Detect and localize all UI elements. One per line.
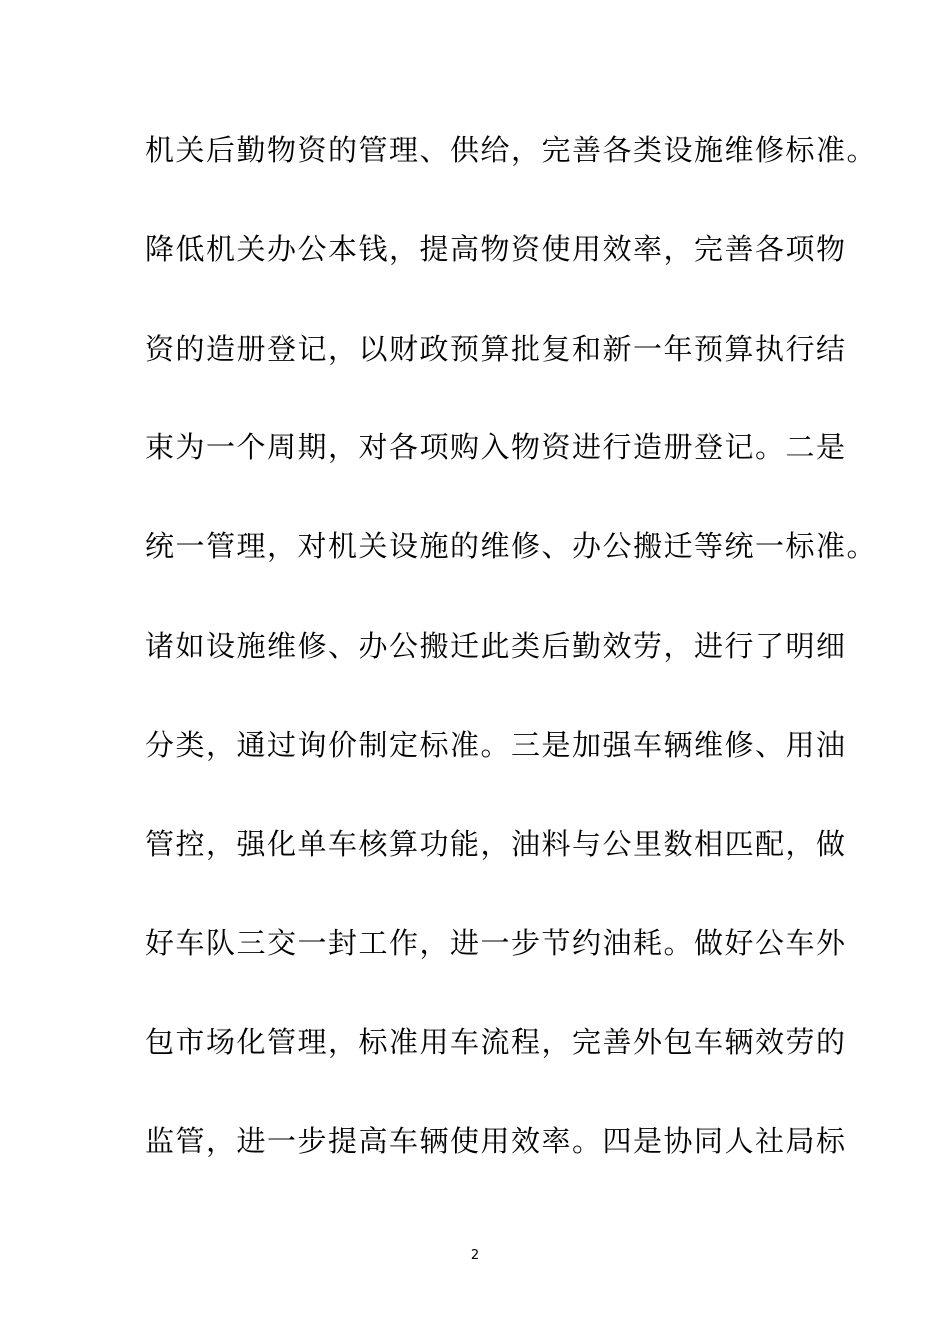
body-text-line: 束为一个周期，对各项购入物资进行造册登记。二是 (145, 430, 847, 464)
page-number: 2 (470, 1248, 480, 1263)
body-text-line: 管控，强化单车核算功能，油料与公里数相匹配，做 (145, 827, 847, 861)
body-text-line: 监管，进一步提高车辆使用效率。四是协同人社局标 (145, 1124, 847, 1158)
body-text-line: 诸如设施维修、办公搬迁此类后勤效劳，进行了明细 (145, 629, 847, 663)
body-text-line: 分类，通过询价制定标准。三是加强车辆维修、用油 (145, 728, 847, 762)
body-text-line: 降低机关办公本钱，提高物资使用效率，完善各项物 (145, 232, 847, 266)
body-text-line: 机关后勤物资的管理、供给，完善各类设施维修标准。 (145, 133, 878, 167)
body-text-line: 好车队三交一封工作，进一步节约油耗。做好公车外 (145, 926, 847, 960)
body-text-line: 包市场化管理，标准用车流程，完善外包车辆效劳的 (145, 1025, 847, 1059)
body-text-line: 资的造册登记，以财政预算批复和新一年预算执行结 (145, 332, 847, 366)
body-text-line: 统一管理，对机关设施的维修、办公搬迁等统一标准。 (145, 529, 878, 563)
